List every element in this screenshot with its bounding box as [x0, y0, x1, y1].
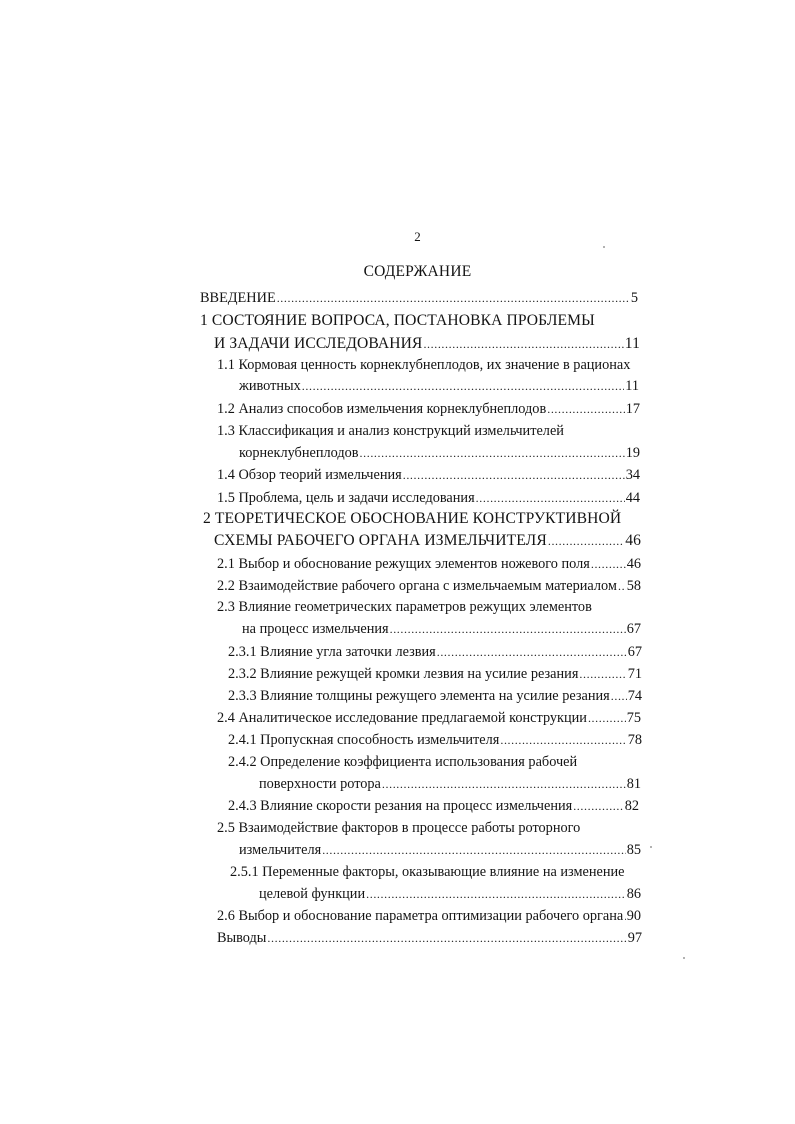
- toc-entry: 2.2 Взаимодействие рабочего органа с измельчаемым материалом ..... 58: [217, 577, 641, 595]
- toc-entry: на процесс измельчения ..... 67: [242, 620, 641, 638]
- toc-entry: измельчителя ..... 85: [239, 841, 641, 859]
- toc-entry: Выводы ..... 97: [217, 929, 642, 947]
- toc-entry: 1.2 Анализ способов измельчения корнеклубнеплодов ..... 17: [217, 400, 640, 418]
- toc-entry: 2.4.3 Влияние скорости резания на процесс измельчения ..... 82: [228, 797, 639, 815]
- toc-entry: 2.3.3 Влияние толщины режущего элемента на усилие резания ..... 74: [228, 687, 642, 705]
- toc-entry: 2.3.1 Влияние угла заточки лезвия ..... 67: [228, 643, 642, 661]
- toc-entry: 2.4 Аналитическое исследование предлагаемой конструкции ..... 75: [217, 709, 641, 727]
- toc-entry: СХЕМЫ РАБОЧЕГО ОРГАНА ИЗМЕЛЬЧИТЕЛЯ ..... 46: [214, 532, 641, 550]
- toc-entry: 2.5 Взаимодействие факторов в процессе работы роторного: [217, 820, 581, 836]
- toc-entry: 2.5.1 Переменные факторы, оказывающие влияние на изменение: [230, 864, 625, 880]
- toc-entry: 1 СОСТОЯНИЕ ВОПРОСА, ПОСТАНОВКА ПРОБЛЕМЫ: [200, 312, 595, 329]
- scan-speck: [683, 957, 685, 959]
- toc-title: СОДЕРЖАНИЕ: [363, 263, 472, 280]
- toc-entry: 1.1 Кормовая ценность корнеклубнеплодов, их значение в рационах: [217, 357, 631, 373]
- scan-speck: [650, 846, 652, 848]
- toc-entry: 2.4.2 Определение коэффициента использования рабочей: [228, 754, 578, 770]
- toc-entry: 2.4.1 Пропускная способность измельчителя ..... 78: [228, 731, 642, 749]
- toc-entry: 2 ТЕОРЕТИЧЕСКОЕ ОБОСНОВАНИЕ КОНСТРУКТИВНОЙ: [203, 510, 622, 527]
- toc-entry: 2.3.2 Влияние режущей кромки лезвия на усилие резания ..... 71: [228, 665, 642, 683]
- scan-speck: [603, 246, 605, 248]
- toc-entry: И ЗАДАЧИ ИССЛЕДОВАНИЯ ..... 11: [214, 335, 640, 353]
- toc-entry: ВВЕДЕНИЕ ..... 5: [200, 289, 638, 307]
- toc-entry: целевой функции ..... 86: [259, 885, 641, 903]
- toc-entry: поверхности ротора ..... 81: [259, 775, 641, 793]
- toc-entry: 1.5 Проблема, цель и задачи исследования ..... 44: [217, 489, 640, 507]
- toc-entry: животных ..... 11: [239, 377, 639, 395]
- toc-entry: 2.3 Влияние геометрических параметров режущих элементов: [217, 599, 592, 615]
- toc-entry: 1.4 Обзор теорий измельчения ..... 34: [217, 466, 640, 484]
- toc-entry: корнеклубнеплодов ..... 19: [239, 444, 640, 462]
- toc-entry: 1.3 Классификация и анализ конструкций измельчителей: [217, 423, 564, 439]
- page-number: 2: [414, 229, 421, 244]
- toc-entry: 2.1 Выбор и обоснование режущих элементов ножевого поля ..... 46: [217, 555, 641, 573]
- toc-entry: 2.6 Выбор и обоснование параметра оптимизации рабочего органа ..... 90: [217, 907, 641, 925]
